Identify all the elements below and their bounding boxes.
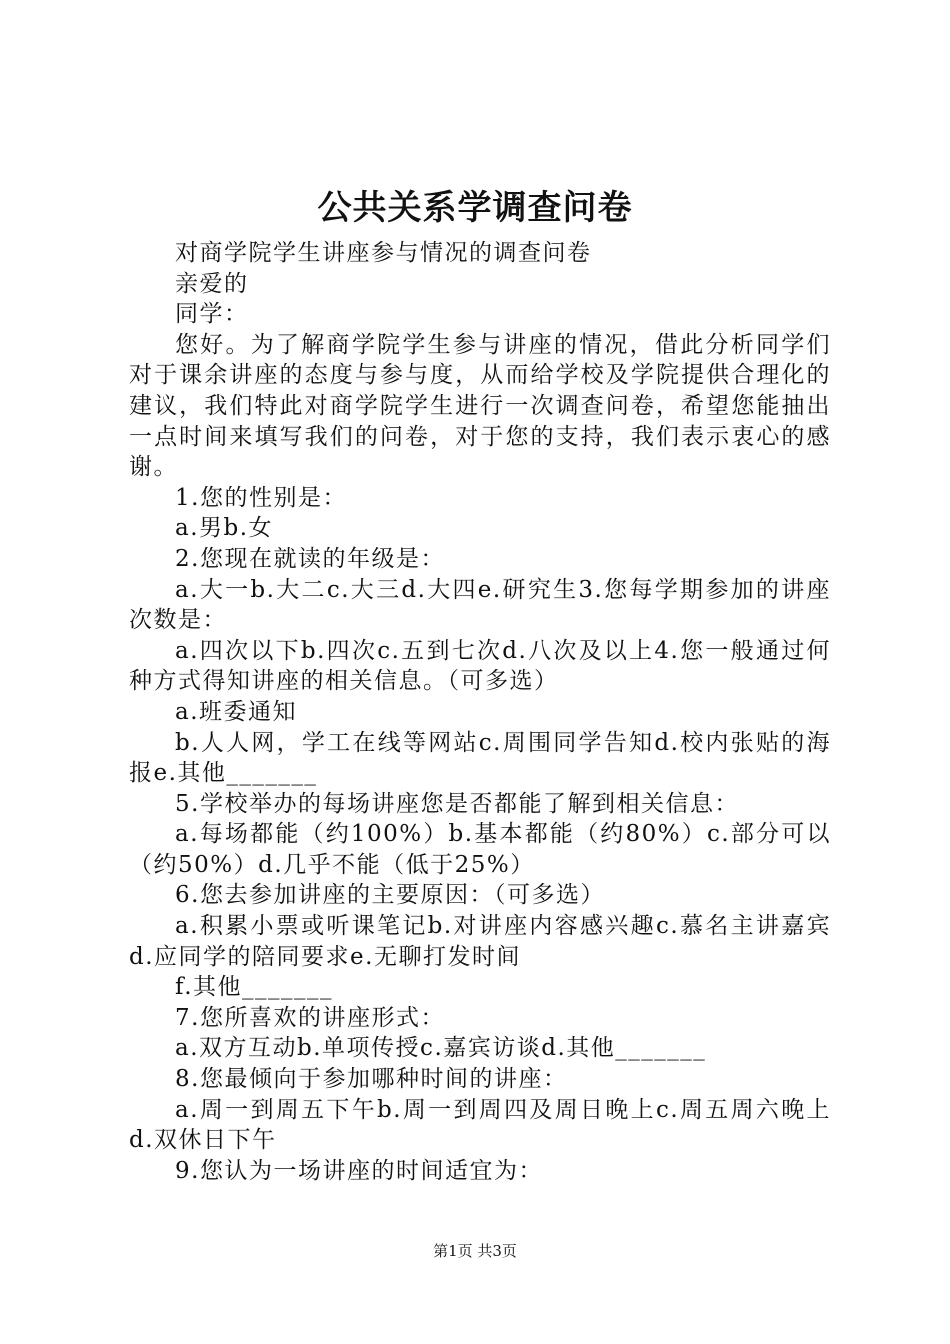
answer-options-paragraph: a.双方互动b.单项传授c.嘉宾访谈d.其他_______: [175, 1035, 707, 1062]
answer-options-paragraph: a.班委通知: [175, 698, 298, 725]
document-title: 公共关系学调查问卷: [317, 188, 633, 228]
answer-options-paragraph: a.男b.女: [175, 515, 274, 542]
question-paragraph: 2.您现在就读的年级是：: [175, 545, 445, 572]
question-paragraph: 9.您认为一场讲座的时间适宜为：: [175, 1157, 543, 1184]
question-paragraph: 5.学校举办的每场讲座您是否都能了解到相关信息：: [175, 790, 739, 817]
salutation-paragraph: 同学：: [175, 301, 249, 328]
question-paragraph: 6.您去参加讲座的主要原因：（可多选）: [175, 882, 605, 909]
question-paragraph: 8.您最倾向于参加哪种时间的讲座：: [175, 1066, 568, 1093]
answer-options-paragraph: f.其他_______: [175, 974, 334, 1001]
salutation-paragraph: 亲爱的: [175, 270, 249, 297]
answer-options-paragraph: a.积累小票或听课笔记b.对讲座内容感兴趣c.慕名主讲嘉宾d.应同学的陪同要求e.无聊打发时间: [129, 913, 831, 970]
intro-paragraph: 您好。为了解商学院学生参与讲座的情况，借此分析同学们对于课余讲座的态度与参与度，从而给学校及学院提供合理化的建议，我们特此对商学院学生进行一次调查问卷，希望您能抽出一点时间来填写我们的问卷，对于您的支持，我们表示衷心的感谢。: [129, 331, 831, 481]
answer-options-paragraph: a.大一b.大二c.大三d.大四e.研究生3.您每学期参加的讲座次数是：: [129, 576, 831, 634]
question-paragraph: 7.您所喜欢的讲座形式：: [175, 1004, 445, 1031]
page-number-footer: 第1页 共3页: [433, 1242, 517, 1260]
question-paragraph: 1.您的性别是：: [175, 484, 347, 511]
subtitle-paragraph: 对商学院学生讲座参与情况的调查问卷: [175, 240, 592, 266]
answer-options-paragraph: a.四次以下b.四次c.五到七次d.八次及以上4.您一般通过何种方式得知讲座的相关信息。（可多选）: [129, 637, 831, 695]
document-body: [129, 238, 831, 1186]
answer-options-paragraph: b.人人网，学工在线等网站c.周围同学告知d.校内张贴的海报e.其他_______: [129, 729, 831, 787]
answer-options-paragraph: a.每场都能（约100%）b.基本都能（约80%）c.部分可以（约50%）d.几乎不能（低于25%）: [129, 821, 831, 878]
answer-options-paragraph: a.周一到周五下午b.周一到周四及周日晚上c.周五周六晚上d.双休日下午: [129, 1096, 831, 1154]
